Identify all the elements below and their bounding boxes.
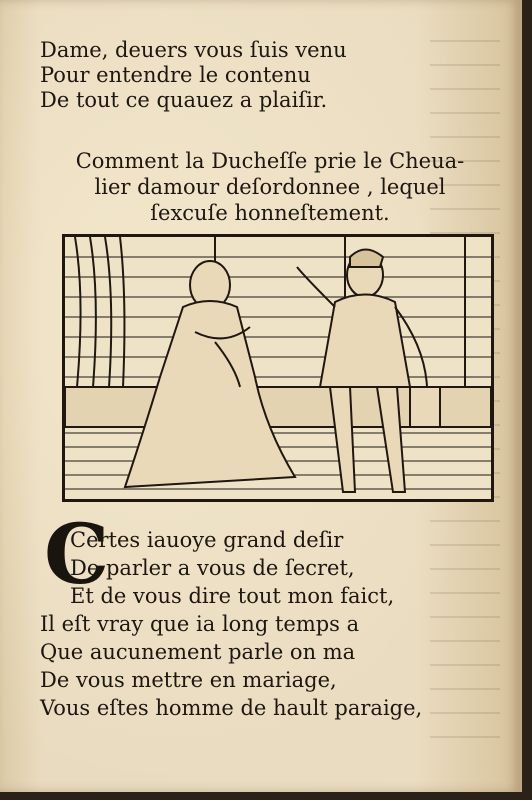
- woodcut-illustration: [62, 234, 494, 502]
- woodcut-drawing: [65, 237, 491, 499]
- verse-line: Dame, deuers vous ſuis venu: [40, 38, 347, 62]
- stanza-line: Et de vous dire tout mon faict,: [70, 584, 395, 608]
- stanza-line: Vous eſtes homme de hault paraige,: [40, 696, 423, 720]
- stanza-line: De vous mettre en mariage,: [40, 668, 337, 692]
- verse-line: Pour entendre le contenu: [40, 63, 311, 87]
- stanza-line: De parler a vous de ſecret,: [70, 556, 355, 580]
- verse-line: De tout ce quauez a plaiſir.: [40, 88, 328, 112]
- stanza: [40, 526, 422, 722]
- drop-capital: C: [44, 507, 110, 603]
- stanza-line: Certes iauoye grand deſir: [70, 528, 344, 552]
- heading-line: lier damour deſordonnee , lequel: [94, 175, 446, 199]
- heading-line: Comment la Ducheſſe prie le Cheua-: [75, 149, 465, 173]
- heading-line: ſexcuſe honneſtement.: [150, 201, 390, 225]
- stanza-line: Que aucunement parle on ma: [40, 640, 356, 664]
- stanza-line: Il eſt vray que ia long temps a: [40, 612, 360, 636]
- top-verse: [40, 38, 347, 113]
- chapter-heading: [60, 148, 480, 226]
